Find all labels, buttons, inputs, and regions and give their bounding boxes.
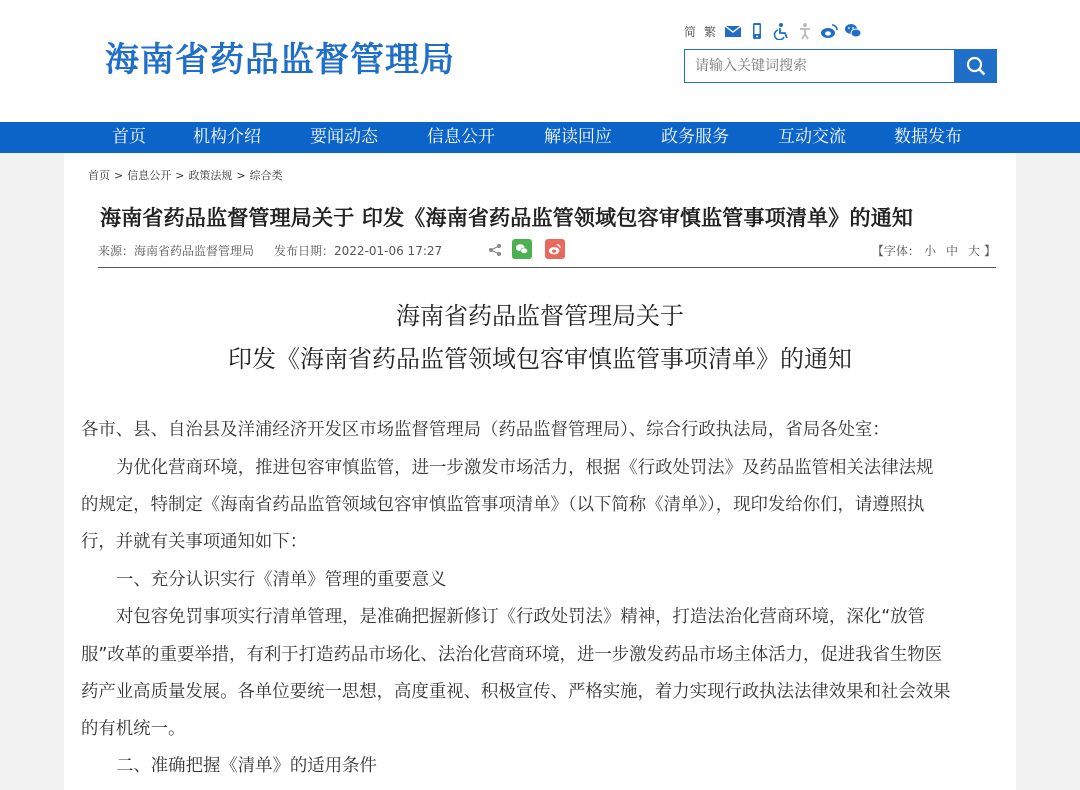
doc-addressee: 各市、县、自治县及洋浦经济开发区市场监督管理局（药品监督管理局）、综合行政执法局，省局各处室：: [81, 420, 890, 440]
nav-item-about[interactable]: 机构介绍: [193, 127, 261, 147]
doc-section-heading: 二、准确把握《清单》的适用条件: [116, 756, 377, 776]
site-title[interactable]: 海南省药品监督管理局: [105, 40, 455, 80]
doc-title-line-1: 海南省药品监督管理局关于: [396, 302, 684, 330]
mail-icon[interactable]: [724, 22, 742, 40]
nav-item-disclosure[interactable]: 信息公开: [427, 127, 495, 147]
search-icon: [965, 55, 987, 77]
breadcrumb: [88, 167, 283, 183]
font-size-control: [872, 242, 996, 259]
nav-item-services[interactable]: 政务服务: [661, 127, 729, 147]
breadcrumb-home[interactable]: 首页: [88, 169, 110, 182]
font-large-button[interactable]: 大: [967, 244, 980, 258]
article-panel: [64, 153, 1016, 790]
mobile-icon[interactable]: [748, 22, 766, 40]
breadcrumb-disclosure[interactable]: 信息公开: [127, 169, 172, 182]
breadcrumb-separator: >: [236, 169, 246, 182]
share-wechat-button[interactable]: [512, 239, 532, 259]
article-meta: [98, 239, 996, 263]
doc-section-heading: 一、充分认识实行《清单》管理的重要意义: [116, 570, 447, 590]
weibo-icon[interactable]: [820, 22, 838, 40]
elderly-mode-icon[interactable]: [796, 22, 814, 40]
doc-paragraph-line: 药产业高质量发展。各单位要统一思想，高度重视、积极宣传、严格实施，着力实现行政执法法律效果和社会效果: [81, 682, 951, 702]
doc-paragraph-line: 服”改革的重要举措，有利于打造药品市场化、法治化营商环境，进一步激发药品市场主体活力，促进我省生物医: [81, 645, 943, 665]
publish-date: 发布日期：2022-01-06 17:27: [274, 244, 443, 258]
font-size-label: 【字体：: [871, 244, 920, 258]
search-input[interactable]: [685, 50, 954, 82]
nav-item-news[interactable]: 要闻动态: [310, 127, 378, 147]
article-title: 海南省药品监督管理局关于 印发《海南省药品监管领域包容审慎监管事项清单》的通知: [100, 206, 914, 230]
doc-paragraph-line: 行，并就有关事项通知如下：: [81, 532, 308, 552]
font-size-label-close: 】: [983, 244, 996, 258]
main-nav: [0, 122, 1080, 153]
search-button[interactable]: [955, 49, 997, 83]
share-weibo-button[interactable]: [545, 239, 565, 259]
lang-traditional-link[interactable]: 繁: [704, 24, 717, 39]
doc-paragraph-line: 的有机统一。: [81, 719, 186, 739]
header-toolbar: [684, 20, 862, 42]
accessibility-icon[interactable]: [772, 22, 790, 40]
search-box: [684, 49, 955, 83]
breadcrumb-general[interactable]: 综合类: [249, 169, 283, 182]
nav-item-home[interactable]: 首页: [112, 127, 146, 147]
breadcrumb-separator: >: [114, 169, 124, 182]
doc-title-line-2: 印发《海南省药品监管领域包容审慎监管事项清单》的通知: [228, 345, 852, 373]
lang-simplified-link[interactable]: 简: [684, 24, 697, 39]
title-divider: [98, 267, 996, 268]
doc-paragraph-line: 的规定，特制定《海南省药品监管领域包容审慎监管事项清单》（以下简称《清单》），现印发给你们，请遵照执: [81, 495, 925, 515]
nav-item-data[interactable]: 数据发布: [894, 127, 962, 147]
site-header: [0, 0, 1080, 122]
article-source: 来源：海南省药品监督管理局: [98, 244, 255, 258]
wechat-icon[interactable]: [844, 22, 862, 40]
breadcrumb-policy[interactable]: 政策法规: [188, 169, 233, 182]
breadcrumb-separator: >: [175, 169, 185, 182]
font-small-button[interactable]: 小: [923, 244, 936, 258]
font-medium-button[interactable]: 中: [945, 244, 958, 258]
weibo-icon: [548, 242, 562, 256]
doc-paragraph-line: 对包容免罚事项实行清单管理，是准确把握新修订《行政处罚法》精神，打造法治化营商环境，深化“放管: [116, 607, 925, 627]
nav-item-interaction[interactable]: 互动交流: [778, 127, 846, 147]
share-icon[interactable]: [488, 243, 502, 257]
nav-item-interpretation[interactable]: 解读回应: [544, 127, 612, 147]
wechat-icon: [515, 242, 529, 256]
doc-paragraph-line: 为优化营商环境，推进包容审慎监管，进一步激发市场活力，根据《行政处罚法》及药品监管相关法律法规: [116, 458, 934, 478]
